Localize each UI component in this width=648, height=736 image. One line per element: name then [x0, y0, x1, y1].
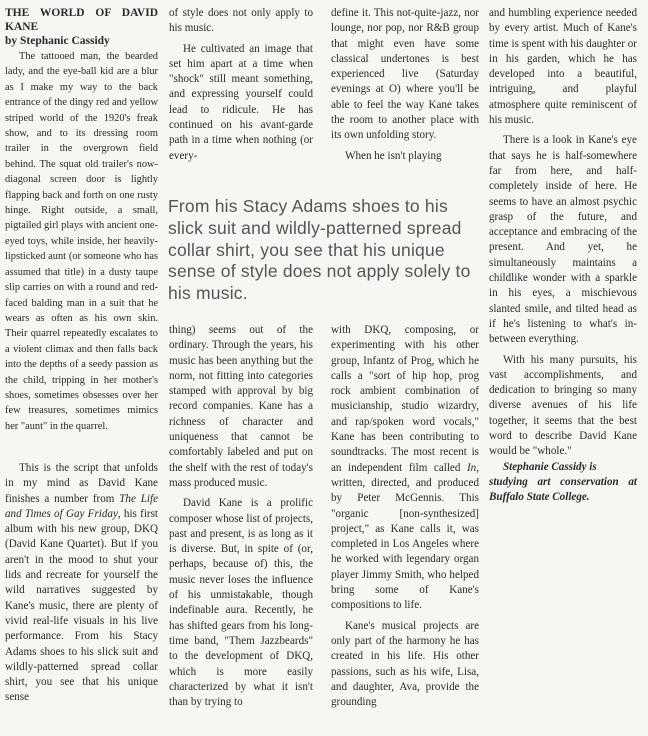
- paragraph-text: This is the script that unfolds in my mind as David Kane finishes a number from: [5, 462, 158, 505]
- paragraph-text: with DKQ, composing, or experimenting with his other group, Infantz of Prog, which he calls a "sort of hip hop, prog rock ambient combination of musicianship, studio wizardry, and rap/spoken word vocals," Kane has been contributing to soundtracks. The most recent is an independent film called: [331, 324, 479, 474]
- paragraph: [5, 461, 158, 706]
- column-2-bottom: [169, 323, 313, 710]
- album-title: The Life and Times of Gay Friday: [5, 492, 158, 520]
- paragraph: There is a look in Kane's eye that says he is half-somewhere far from here, and half-completely inside of here. He seems to have an almost psychic grasp of the future, and acceptance and embracing of the present. And yet, he simultaneously maintains a childlike wonder with a sparkle in his eyes, a mischievous slanted smile, and tilted head as if he's listening to what's in-between everything.: [489, 134, 637, 346]
- pull-quote: From his Stacy Adams shoes to his slick suit and wildly-patterned spread collar shirt, you see that his unique sense of style does not apply solely to his music.: [168, 196, 471, 304]
- paragraph: [331, 323, 479, 614]
- paragraph: Kane's musical projects are only part of the harmony he has created in his life. His other passions, such as his wife, Lisa, and daughter, Ava, provide the grounding: [331, 619, 479, 709]
- column-1: [5, 6, 158, 434]
- film-title: In: [466, 461, 477, 474]
- paragraph: When he isn't playing: [345, 149, 442, 162]
- paragraph: The tattooed man, the bearded lady, and the eye-ball kid are a blur as I make my way to the back entrance of the dingy red and yellow striped world of the 1920's freak show, and to its dressing room trailer in the overgrown field behind. The squat old trailer's now-diagonal screen door is lightly flapping back and forth on one rusty hinge. Right outside, a small, pigtailed girl plays with ancient one-eyed toys, while inside, her heavily-lipsticked aunt (or someone who has assumed that title) in a dusty taupe slip carries on with a round and red-faced balding man in a suit that he wears as often as his own skin. Their quarrel repeatedly escalates to a violent climax and then falls back into the depths of a seedy passion as the child, tripping in her mother's shoes, sometimes obsesses over her few treasures, sometimes mimics her "aunt" in the quarrel.: [5, 51, 158, 432]
- paragraph: define it. This not-quite-jazz, nor lounge, nor pop, nor R&B group that might even have some classical undertones is best experienced live (Saturday evenings at O) where you'll be able to feel the way Kane takes the room to another place with its own unfolding story.: [331, 7, 479, 142]
- paragraph: and humbling experience needed by every artist. Much of Kane's time is spent with his daughter or in his garden, which he has developed into a beautiful, intriguing, and playful atmosphere quite reminiscent of his music.: [489, 7, 637, 127]
- paragraph-text: , his first album with his new group, DKQ (David Kane Quartet). But if you aren't in the mood to shut your lids and recreate for yourself the wild narratives suggested by Kane's music, there are plenty of vivid real-life visuals in his live performance. From his Stacy Adams shoes to his slick suit and wildly-patterned spread collar shirt, you see that his unique sense: [5, 507, 159, 704]
- paragraph: of style does not only apply to his music.: [169, 7, 313, 35]
- paragraph: With his many pursuits, his vast accomplishments, and dedication to bringing so many diverse avenues of his life together, it seems that the best word to describe David Kane would be "whole.": [489, 353, 637, 458]
- author-credit: Stephanie Cassidy is: [503, 460, 597, 473]
- column-2-top: [169, 6, 313, 164]
- paragraph-text: , written, directed, and produced by Peter McGennis. This "organic [non-synthesized] project," as Kane calls it, was completed in Los Angeles where he worked with legendary organ player Jimmy Smith, who helped bring some of Kane's compositions to life.: [331, 461, 479, 612]
- author-credit-continued: studying art conservation at Buffalo State College.: [489, 475, 637, 504]
- article-byline: by Stephanic Cassidy: [5, 35, 110, 47]
- paragraph: David Kane is a prolific composer whose list of projects, past and present, is as long as it is diverse. But, in spite of (or, perhaps, because of) this, the music never loses the influence of his unmistakable, though indefinable aura. Recently, he has shifted gears from his long-time band, "Them Jazzbeards" to the development of DKQ, which is more easily characterized by what it isn't than by trying to: [169, 497, 313, 709]
- article-headline: THE WORLD OF DAVID KANE: [5, 7, 158, 33]
- column-4: [489, 6, 637, 506]
- column-1-continued: [5, 461, 158, 706]
- column-3-top: [331, 6, 479, 164]
- paragraph: thing) seems out of the ordinary. Through the years, his music has been anything but the norm, not fitting into categories stamped with approval by big record companies. Kane has a richness of character and uniqueness that cannot be comfortably labeled and put on the shelf with the rest of today's mass produced music.: [169, 324, 313, 489]
- column-3-bottom: [331, 323, 479, 710]
- paragraph: He cultivated an image that set him apart at a time when "shock" still meant something, and expressing yourself could lead to ridicule. He has continued on his avant-garde path in a time when nothing (or every-: [169, 42, 313, 162]
